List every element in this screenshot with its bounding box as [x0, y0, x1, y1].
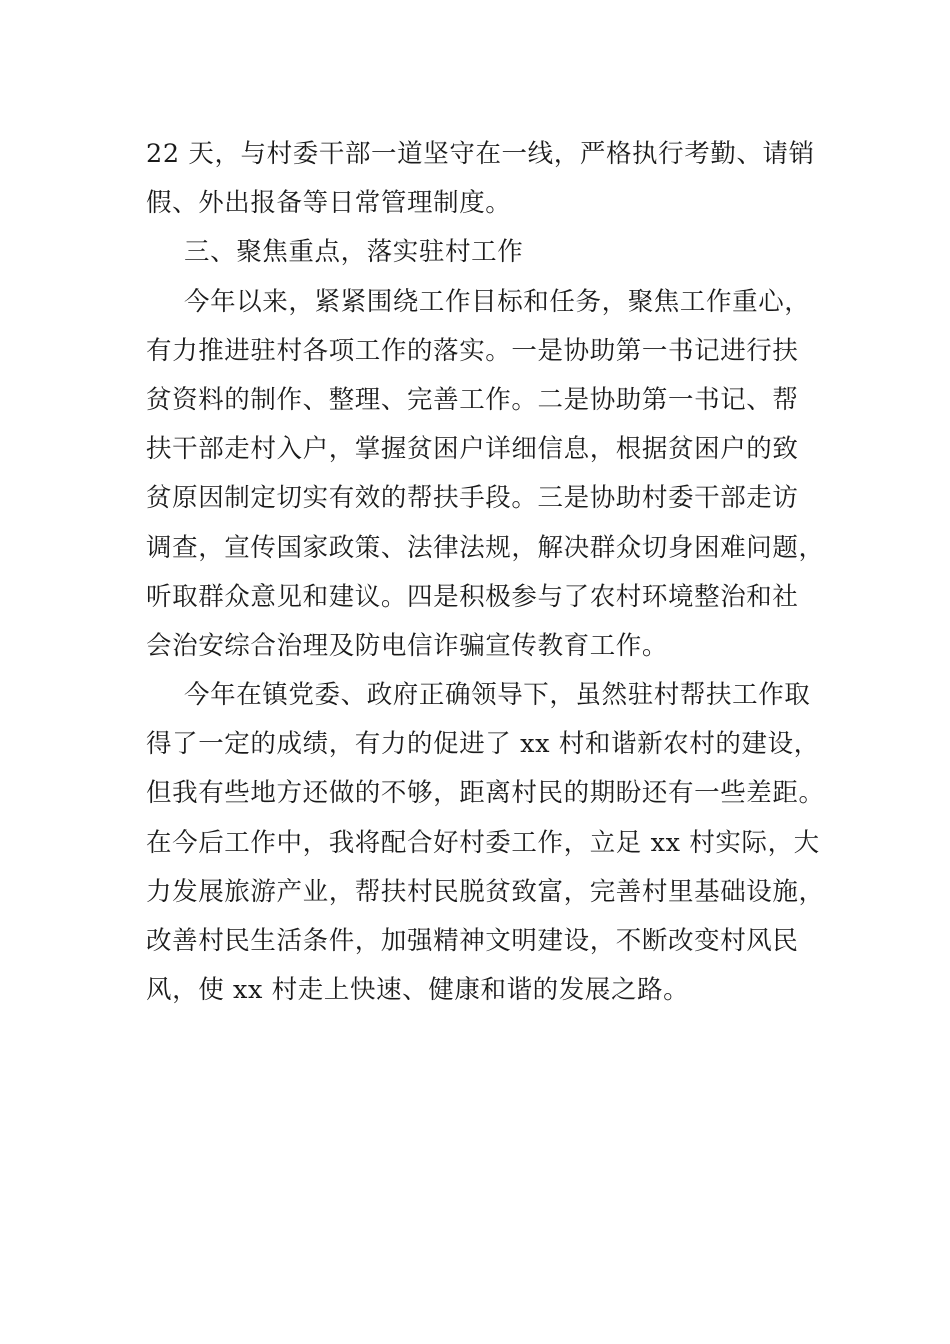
section-heading: 三、聚焦重点，落实驻村工作 — [184, 237, 524, 268]
text-line: 力发展旅游产业，帮扶村民脱贫致富，完善村里基础设施， — [146, 876, 825, 907]
text-line: 贫原因制定切实有效的帮扶手段。三是协助村委干部走访 — [146, 483, 799, 514]
text-line: 扶干部走村入户，掌握贫困户详细信息，根据贫困户的致 — [146, 434, 799, 465]
paragraph-first-line: 今年在镇党委、政府正确领导下，虽然驻村帮扶工作取 — [184, 680, 811, 711]
text-line: 假、外出报备等日常管理制度。 — [146, 188, 512, 219]
document-body — [146, 130, 825, 1015]
text-line: 得了一定的成绩，有力的促进了 xx 村和谐新农村的建设， — [146, 729, 820, 760]
text-line: 改善村民生活条件，加强精神文明建设，不断改变村风民 — [146, 926, 799, 956]
text-line: 在今后工作中，我将配合好村委工作，立足 xx 村实际，大 — [146, 827, 820, 858]
text-line: 调查，宣传国家政策、法律法规，解决群众切身困难问题， — [146, 532, 825, 563]
text-line: 风，使 xx 村走上快速、健康和谐的发展之路。 — [146, 975, 690, 1006]
text-line: 会治安综合治理及防电信诈骗宣传教育工作。 — [146, 630, 669, 661]
text-line: 22 天，与村委干部一道坚守在一线，严格执行考勤、请销 — [146, 139, 815, 169]
paragraph-first-line: 今年以来，紧紧围绕工作目标和任务，聚焦工作重心， — [184, 286, 811, 317]
text-line: 有力推进驻村各项工作的落实。一是协助第一书记进行扶 — [146, 335, 799, 366]
text-line: 贫资料的制作、整理、完善工作。二是协助第一书记、帮 — [146, 384, 799, 415]
text-line: 听取群众意见和建议。四是积极参与了农村环境整治和社 — [146, 581, 799, 612]
text-line: 但我有些地方还做的不够，距离村民的期盼还有一些差距。 — [146, 778, 825, 809]
